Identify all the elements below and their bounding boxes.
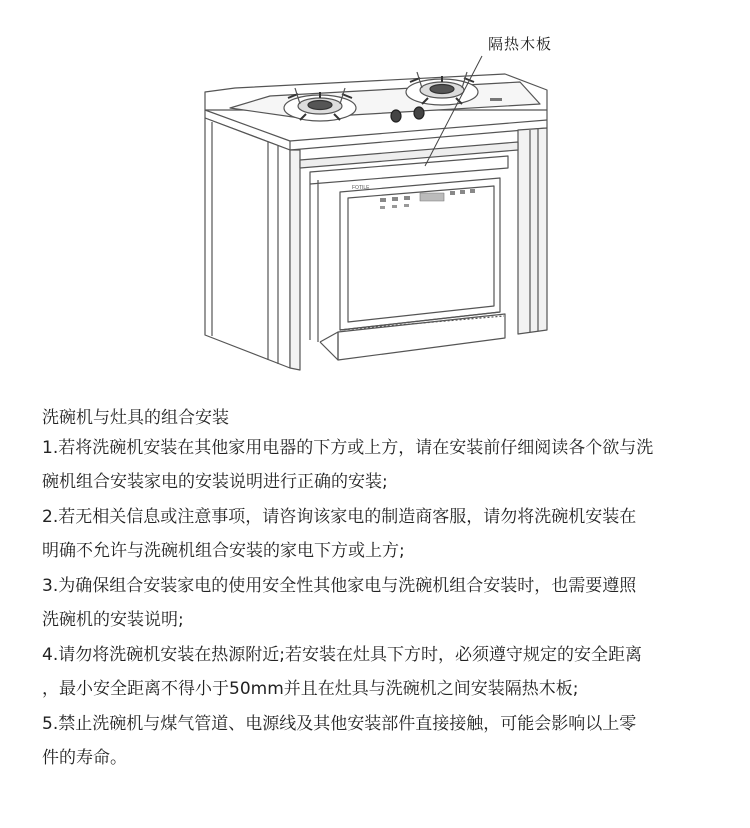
cabinet-left-side (205, 118, 300, 370)
section-title: 洗碗机与灶具的组合安装 (42, 408, 229, 428)
instruction-line: 1.若将洗碗机安装在其他家用电器的下方或上方，请在安装前仔细阅读各个欲与洗 (42, 438, 654, 458)
installation-illustration (0, 0, 750, 390)
instruction-line: 5.禁止洗碗机与煤气管道、电源线及其他安装部件直接接触，可能会影响以上零 (42, 714, 637, 734)
dishwasher-brand-mark: FOTILE (352, 185, 370, 191)
instruction-line: 洗碗机的安装说明; (42, 610, 184, 630)
heat-insulation-board-label: 隔热木板 (488, 35, 553, 53)
dishwasher (320, 178, 505, 360)
instruction-item-5 (42, 707, 722, 775)
instruction-item-3 (42, 569, 722, 637)
instruction-line: 4.请勿将洗碗机安装在热源附近;若安装在灶具下方时，必须遵守规定的安全距离 (42, 645, 642, 665)
instruction-line: ，最小安全距离不得小于50mm并且在灶具与洗碗机之间安装隔热木板; (42, 679, 579, 699)
cabinet-diagram (0, 0, 750, 390)
instruction-item-4 (42, 638, 722, 706)
instruction-item-2 (42, 500, 722, 568)
instruction-item-1 (42, 431, 722, 499)
instruction-line: 3.为确保组合安装家电的使用安全性其他家电与洗碗机组合安装时，也需要遵照 (42, 576, 637, 596)
cabinet-right-side (518, 128, 547, 334)
instruction-line: 碗机组合安装家电的安装说明进行正确的安装; (42, 472, 388, 492)
instruction-line: 明确不允许与洗碗机组合安装的家电下方或上方; (42, 541, 405, 561)
instruction-line: 2.若无相关信息或注意事项，请咨询该家电的制造商客服，请勿将洗碗机安装在 (42, 507, 637, 527)
instruction-line: 件的寿命。 (42, 748, 127, 768)
